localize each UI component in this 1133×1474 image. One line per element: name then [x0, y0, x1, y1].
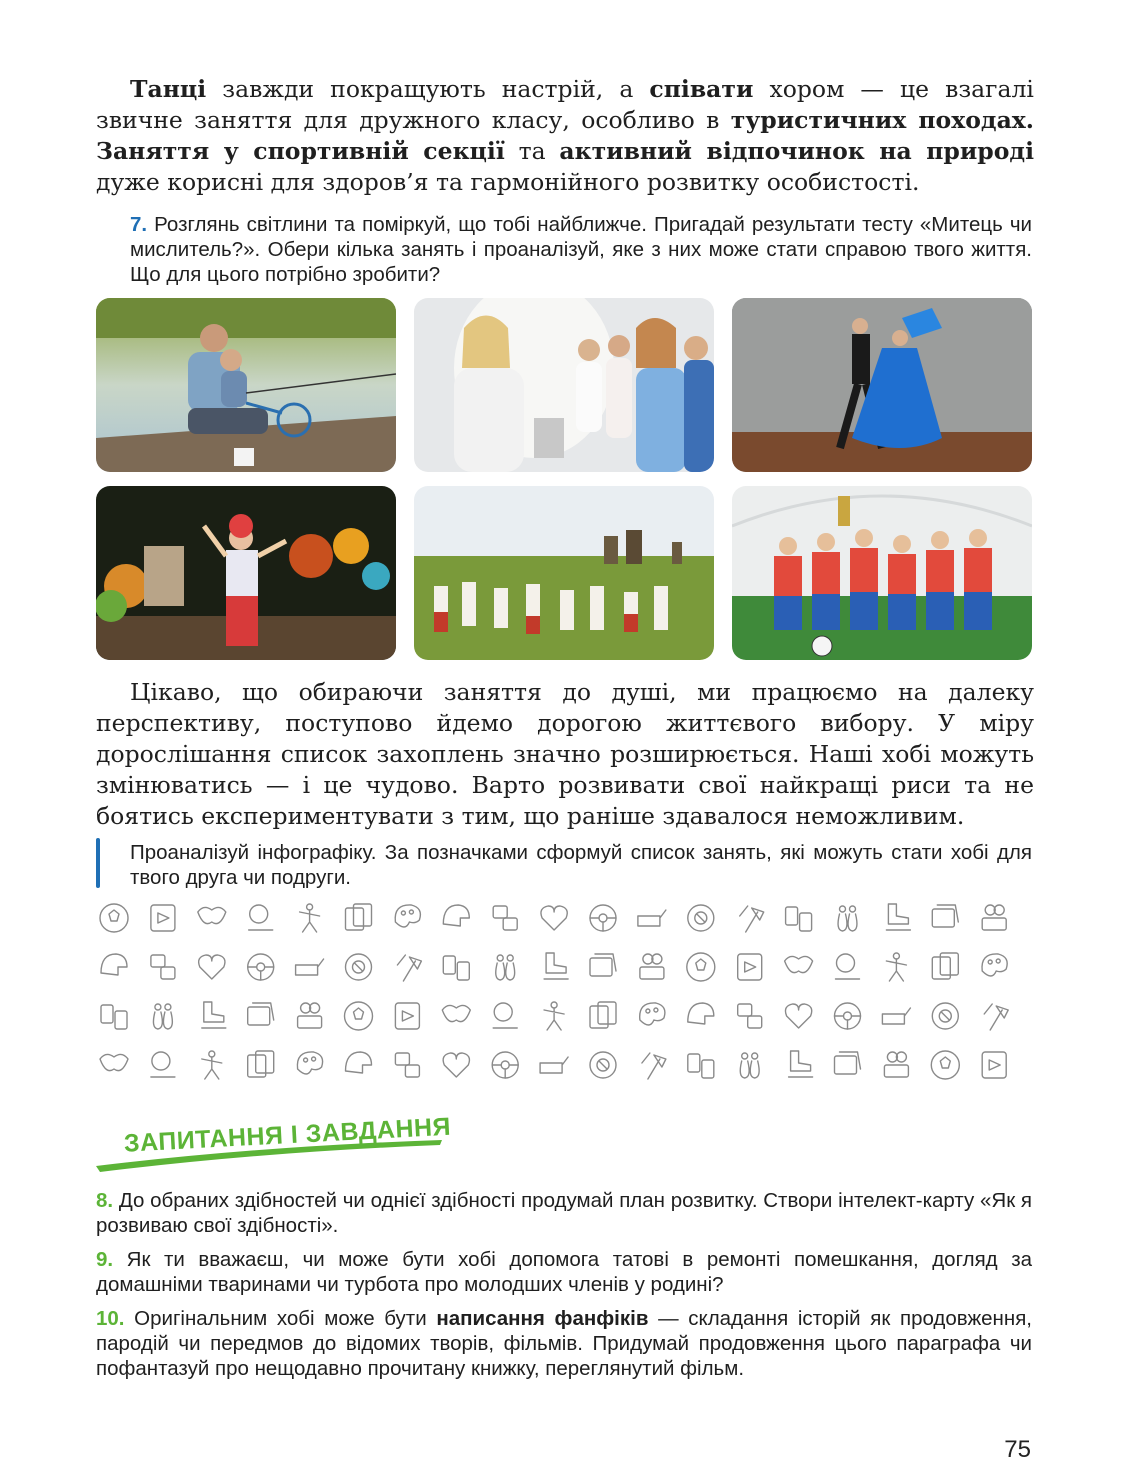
hobby-icon: [882, 1008, 910, 1024]
hobby-icon: [785, 956, 813, 972]
hobby-icon: [248, 954, 274, 980]
hobby-icon: [443, 905, 469, 926]
hobby-icon: [297, 1052, 322, 1074]
photo-grid: [96, 298, 1032, 662]
intro-text-3: та: [518, 137, 546, 165]
hobby-icon: [101, 1005, 127, 1029]
hobby-icon: [153, 1004, 172, 1029]
hobby-icon: [884, 1052, 908, 1077]
hobby-icon: [740, 1053, 759, 1078]
questions-list: [96, 1188, 1032, 1390]
hobby-icon: [590, 905, 616, 931]
hobby-icon: [590, 954, 616, 976]
hobby-icon: [492, 1052, 518, 1078]
question-9-text: Як ти вважаєш, чи може бути хобі допомога татові в ремонті помешкання, догляд за домашніми тваринами чи турбота про молодших членів у родині?: [96, 1248, 1032, 1296]
hobby-icon: [838, 906, 857, 931]
hobby-icon: [496, 955, 515, 980]
intro-text-1: завжди покращують настрій, а: [222, 75, 634, 103]
question-9: [96, 1247, 1032, 1297]
hobby-icon: [395, 1003, 419, 1029]
hobby-icon: [493, 1003, 517, 1028]
question-8-text: До обраних здібностей чи однієї здібності продумай план розвитку. Створи інтелект-карту «Як я розвиваю свої здібності».: [96, 1189, 1032, 1237]
intro-paragraph: [96, 74, 1034, 198]
photo-fishing: [96, 298, 396, 472]
photo-choir: [414, 298, 714, 472]
hobby-icon: [886, 904, 910, 930]
question-10-bold: написання фанфіків: [436, 1307, 649, 1330]
hobby-icon: [443, 956, 469, 980]
hobby-icon: [100, 1054, 128, 1070]
hobby-icon: [835, 1003, 861, 1029]
hobby-icon: [642, 1053, 666, 1079]
hobby-icon: [443, 1053, 469, 1077]
question-10-post: — складання історій як продовження, пародій чи передмов до відомих творів, фільмів. Придумай продовження цього параграфа чи пофантазуй про нещодавно прочитану книжку, переглянутий фільм.: [96, 1307, 1032, 1380]
task-7-text: Розглянь світлини та поміркуй, що тобі найближче. Пригадай результати тесту «Митець чи мислитель?». Обери кілька занять і проаналізуй, яке з них може стати справою твого життя. Що для цього потрібно зробити?: [130, 213, 1032, 286]
hobby-icon: [590, 1002, 616, 1028]
photo-ballroom-dance: [732, 298, 1032, 472]
intro-bold-hiking: туристичних походах. Заняття у спортивній секції: [96, 106, 1034, 165]
hobby-icon: [100, 904, 128, 932]
hobby-icon: [541, 906, 567, 930]
hobby-icon: [395, 1053, 419, 1077]
hobby-icon: [932, 953, 958, 979]
hobby-icon: [346, 904, 372, 930]
task-7-number: 7.: [130, 213, 148, 236]
hobby-icon: [151, 955, 175, 979]
photo-theatre-stage: [96, 486, 396, 660]
hobby-icon: [395, 905, 420, 927]
photo-folk-festival: [414, 486, 714, 660]
hobby-icon: [687, 953, 715, 981]
paragraph-2: [96, 677, 1034, 832]
hobby-icon: [688, 1054, 714, 1078]
hobby-icon: [982, 1052, 1006, 1078]
hobby-icon: [835, 1052, 861, 1074]
section-heading-text: ЗАПИТАННЯ І ЗАВДАННЯ: [123, 1112, 452, 1158]
question-10-pre: Оригінальним хобі може бути: [134, 1307, 427, 1330]
question-8: [96, 1188, 1032, 1238]
hobby-icon: [300, 904, 320, 932]
hobby-icon: [590, 1052, 616, 1078]
hobby-icon: [931, 1051, 959, 1079]
infographic-accent-bar: [96, 838, 100, 888]
hobby-icons-infographic: [96, 896, 1036, 1086]
hobby-icon: [789, 1051, 813, 1077]
hobby-icon: [101, 954, 127, 975]
hobby-icon: [688, 1003, 714, 1024]
paragraph-2-text: Цікаво, що обираючи заняття до душі, ми працюємо на далеку перспективу, поступово йдемо дорогою життєвого вибору. У міру дорослішання список захоплень значно розширюється. Наші хобі можуть змінюватись — і це чудово. Варто розвивати свої найкращі риси та не боятись експериментувати з тим, що раніше здавалося неможливим.: [96, 678, 1034, 830]
hobby-icon: [540, 1057, 568, 1073]
hobby-icon: [397, 955, 421, 981]
hobby-icon: [544, 1002, 564, 1030]
hobby-icon: [346, 1052, 372, 1073]
hobby-icon: [785, 1004, 811, 1028]
hobby-icon: [544, 953, 568, 979]
hobby-icon: [738, 1004, 762, 1028]
hobby-icon: [151, 1052, 175, 1077]
hobby-icon: [199, 955, 225, 979]
hobby-icon: [786, 907, 812, 931]
intro-text-2: хором — це взагалі звичне заняття для дружного класу, особливо в: [96, 75, 1034, 134]
hobby-icon: [738, 954, 762, 980]
hobby-icon: [151, 905, 175, 931]
question-10-number: 10.: [96, 1307, 125, 1330]
hobby-icon: [886, 953, 906, 981]
question-8-number: 8.: [96, 1189, 114, 1212]
hobby-icon: [688, 905, 714, 931]
photo-football-team: [732, 486, 1032, 660]
task-7: [130, 212, 1032, 287]
intro-text-4: дуже корисні для здоров’я та гармонійного розвитку особистості.: [96, 168, 920, 196]
hobby-icon: [345, 1002, 373, 1030]
intro-bold-outdoor: активний відпочинок на природі: [559, 137, 1034, 165]
infographic-task: Проаналізуй інфографіку. За позначками сформуй список занять, які можуть стати хобі для твого друга чи подруги.: [130, 841, 1032, 889]
hobby-icon: [202, 1002, 226, 1028]
question-10: [96, 1306, 1032, 1381]
hobby-icon: [932, 1003, 958, 1029]
hobby-icon: [640, 954, 664, 979]
hobby-icon: [932, 905, 958, 927]
hobby-icon: [740, 906, 764, 932]
hobby-icon: [982, 905, 1006, 930]
intro-bold-sing: співати: [649, 75, 754, 103]
hobby-icon: [248, 1051, 274, 1077]
hobby-icon: [248, 1003, 274, 1025]
hobby-icon: [198, 907, 226, 923]
question-9-number: 9.: [96, 1248, 114, 1271]
hobby-icon: [836, 954, 860, 979]
hobby-icon: [296, 959, 324, 975]
hobby-icon: [202, 1051, 222, 1079]
hobby-icon: [298, 1003, 322, 1028]
hobby-icon: [640, 1003, 665, 1025]
hobby-icon: [638, 910, 666, 926]
hobby-icon: [982, 954, 1007, 976]
section-heading-banner: [92, 1100, 452, 1175]
hobby-icon: [346, 954, 372, 980]
hobby-icon: [493, 906, 517, 930]
hobby-icon: [442, 1005, 470, 1021]
page-number: 75: [1004, 1436, 1031, 1463]
hobby-icon: [984, 1004, 1008, 1030]
intro-bold-dance: Танці: [130, 75, 207, 103]
hobby-icon: [249, 905, 273, 930]
